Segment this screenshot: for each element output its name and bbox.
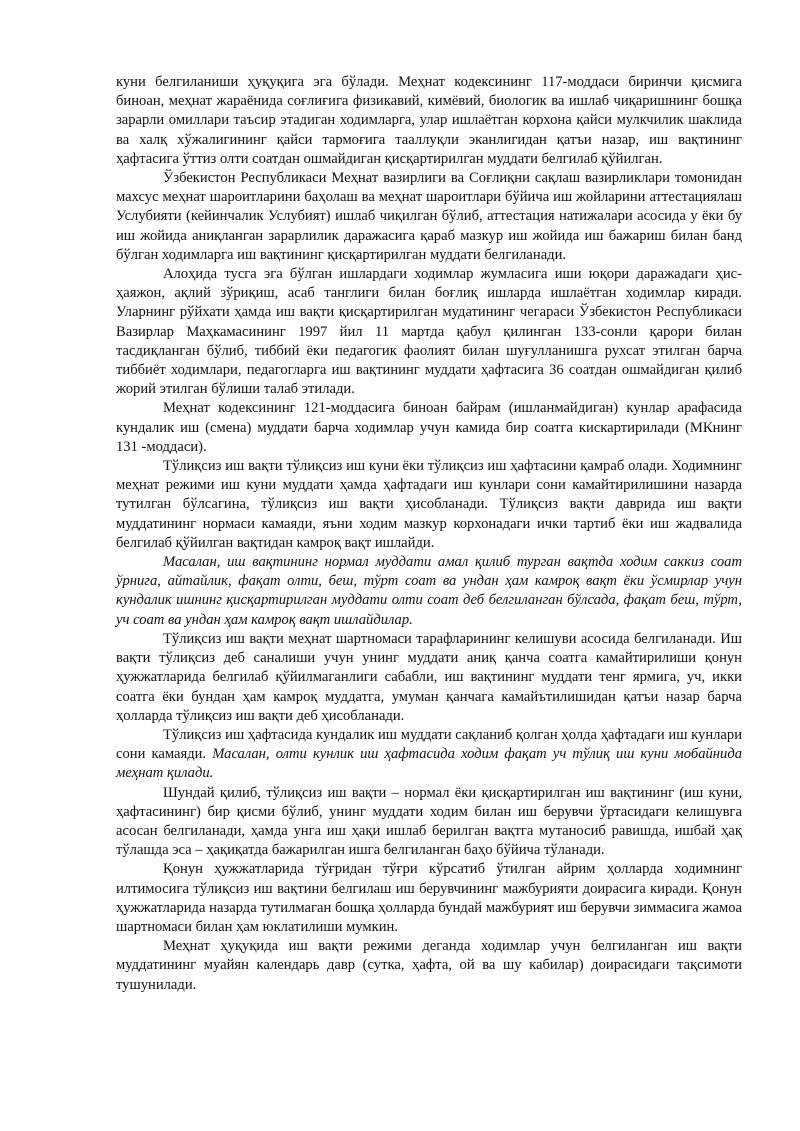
paragraph-5-text: Тўлиқсиз иш вақти тўлиқсиз иш куни ёки тўлиқсиз иш ҳафтасини қамраб олади. Ходимнинг меҳнат режими иш куни муддати ҳамда ҳафтадаги иш кунлари сони камайтирилишини назарда тутилган бўлсагина, тўлиқсиз иш вақти ҳисобланади. Тўлиқсиз вақти даврида иш вақти муддатининг нормаси камаяди, яъни ходим мазкур корхонадаги ички тартиб ёки иш жадвалида белгилаб қўйилган вақтидан камроқ вақт ишлайди. — [116, 458, 742, 551]
paragraph-7 — [116, 630, 742, 726]
paragraph-11-text: Меҳнат ҳуқуқида иш вақти режими деганда ходимлар учун белгиланган иш вақти муддатининг муайян календарь давр (сутка, ҳафта, ой ва шу кабилар) доирасидаги тақсимоти тушунилади. — [116, 938, 742, 993]
paragraph-1-text: куни белгиланиши ҳуқуқига эга бўлади. Меҳнат кодексининг 117-моддаси биринчи қисмига биноан, меҳнат жараёнида соғлиғига физикавий, кимёвий, биологик ва ишлаб чиқаришнинг бошқа зарарли омиллари таъсир этадиган ходимларга, улар ишлаётган корхона қайси мулкчилик шаклида ва халқ хўжалигининг қайси тармоғига тааллуқли эканлигидан қатъи назар, иш вақтининг ҳафтасига ўттиз олти соатдан ошмайдиган қисқартирилган муддати белгилаб қўйилган. — [116, 74, 742, 167]
paragraph-9 — [116, 784, 742, 861]
paragraph-10-text: Қонун ҳужжатларида тўғридан тўғри кўрсатиб ўтилган айрим ҳолларда ходимнинг илтимосига тўлиқсиз иш вақтини белгилаш иш берувчининг мажбурияти доирасига киради. Қонун ҳужжатларида назарда тутилмаган бошқа ҳолларда бундай мажбурият иш берувчи зиммасига жамоа шартномаси билан ҳам юклатилиши мумкин. — [116, 861, 742, 935]
paragraph-11 — [116, 937, 742, 995]
paragraph-6-example — [116, 553, 742, 630]
paragraph-4-text: Меҳнат кодексининг 121-моддасига биноан байрам (ишланмайдиган) кунлар арафасида кундалик иш (смена) муддати барча ходимлар учун камида бир соатга кискартирилади (МКнинг 131 -моддаси). — [116, 400, 742, 455]
paragraph-3-text: Алоҳида тусга эга бўлган ишлардаги ходимлар жумласига иши юқори даражадаги ҳис-ҳаяжон, ақлий зўриқиш, асаб танглиги билан боғлиқ ишларда ишлаётган ходимлар киради. Уларнинг рўйхати ҳамда иш вақти қисқартирилган мудатининг чегараси Ўзбекистон Республикаси Вазирлар Маҳкамасининг 1997 йил 11 мартда қабул қилинган 133-сонли қарори билан тасдиқланган бўлиб, тиббий ёки педагогик фаолият билан шуғулланишга рухсат этилган барча тиббиёт ходимлари, педагогларга иш вақтининг муддати ҳафтасига 36 соатдан ошмайдиган қилиб жорий этилган бўлиши талаб этилади. — [116, 266, 742, 398]
paragraph-1 — [116, 73, 742, 169]
paragraph-7-text: Тўлиқсиз иш вақти меҳнат шартномаси тарафларининг келишуви асосида белгиланади. Иш вақти тўлиқсиз деб саналиши учун унинг муддати аниқ қанча соатга камайтирилиши қонун ҳужжатларида белгилаб қўйилмаганлиги сабабли, иш вақтининг муддати тенг ярмига, уч, икки соатга ёки бундан ҳам камроқ муддатга, умуман қанчага камайътилишидан қатъи назар барча ҳолларда тўлиқсиз иш вақти деб ҳисобланади. — [116, 630, 742, 724]
paragraph-8 — [116, 726, 742, 784]
paragraph-5 — [116, 457, 742, 553]
paragraph-6-italic-text: Масалан, иш вақтининг нормал муддати амал қилиб турган вақтда ходим саккиз соат ўрнига, айтайлик, фақат олти, беш, тўрт соат ва ундан ҳам камроқ вақт ёки ўсмирлар учун кундалик ишнинг қисқартирилган муддати олти соат деб белгиланган бўлсада, фақат беш, тўрт, уч соат ва ундан ҳам камроқ вақт ишлайдилар. — [116, 554, 742, 628]
paragraph-2-text: Ўзбекистон Республикаси Меҳнат вазирлиги ва Соғлиқни сақлаш вазирликлари томонидан махсус меҳнат шароитларини баҳолаш ва меҳнат шароитлари бўйича иш жойларини аттестациялаш Услубияти (кейинчалик Услубият) ишлаб чиқилган бўлиб, аттестация натижалари асосида у ёки бу иш жойида аниқланган зарарлилик даражасига қараб мазкур иш жойида иш бажариш билан банд бўлган ходимларга иш вақтининг қисқартирилган муддати белгиланади. — [116, 170, 742, 263]
paragraph-3 — [116, 265, 742, 399]
document-page — [116, 73, 742, 995]
paragraph-8-text: Тўлиқсиз иш ҳафтасида кундалик иш муддати сақланиб қолган ҳолда ҳафтадаги иш кунлари сони камаяди. — [116, 726, 742, 763]
paragraph-4 — [116, 399, 742, 457]
paragraph-9-text: Шундай қилиб, тўлиқсиз иш вақти – нормал ёки қисқартирилган иш вақтининг (иш куни, ҳафтасининг) бир қисми бўлиб, унинг муддати ходим билан иш берувчи ўртасидаги келишувга асосан белгиланади, ҳамда унга иш ҳақи ишлаб берилган вақтга мутаносиб равишда, ишбай ҳақ тўлашда эса – ҳақиқатда бажарилган ишга белгиланган баҳо бўйича тўланади. — [116, 784, 742, 859]
paragraph-10 — [116, 860, 742, 937]
paragraph-8-italic-example: Масалан, олти кунлик иш ҳафтасида ходим фақат уч тўлиқ иш куни мобайнида меҳнат қилади. — [116, 746, 742, 782]
paragraph-2 — [116, 169, 742, 265]
